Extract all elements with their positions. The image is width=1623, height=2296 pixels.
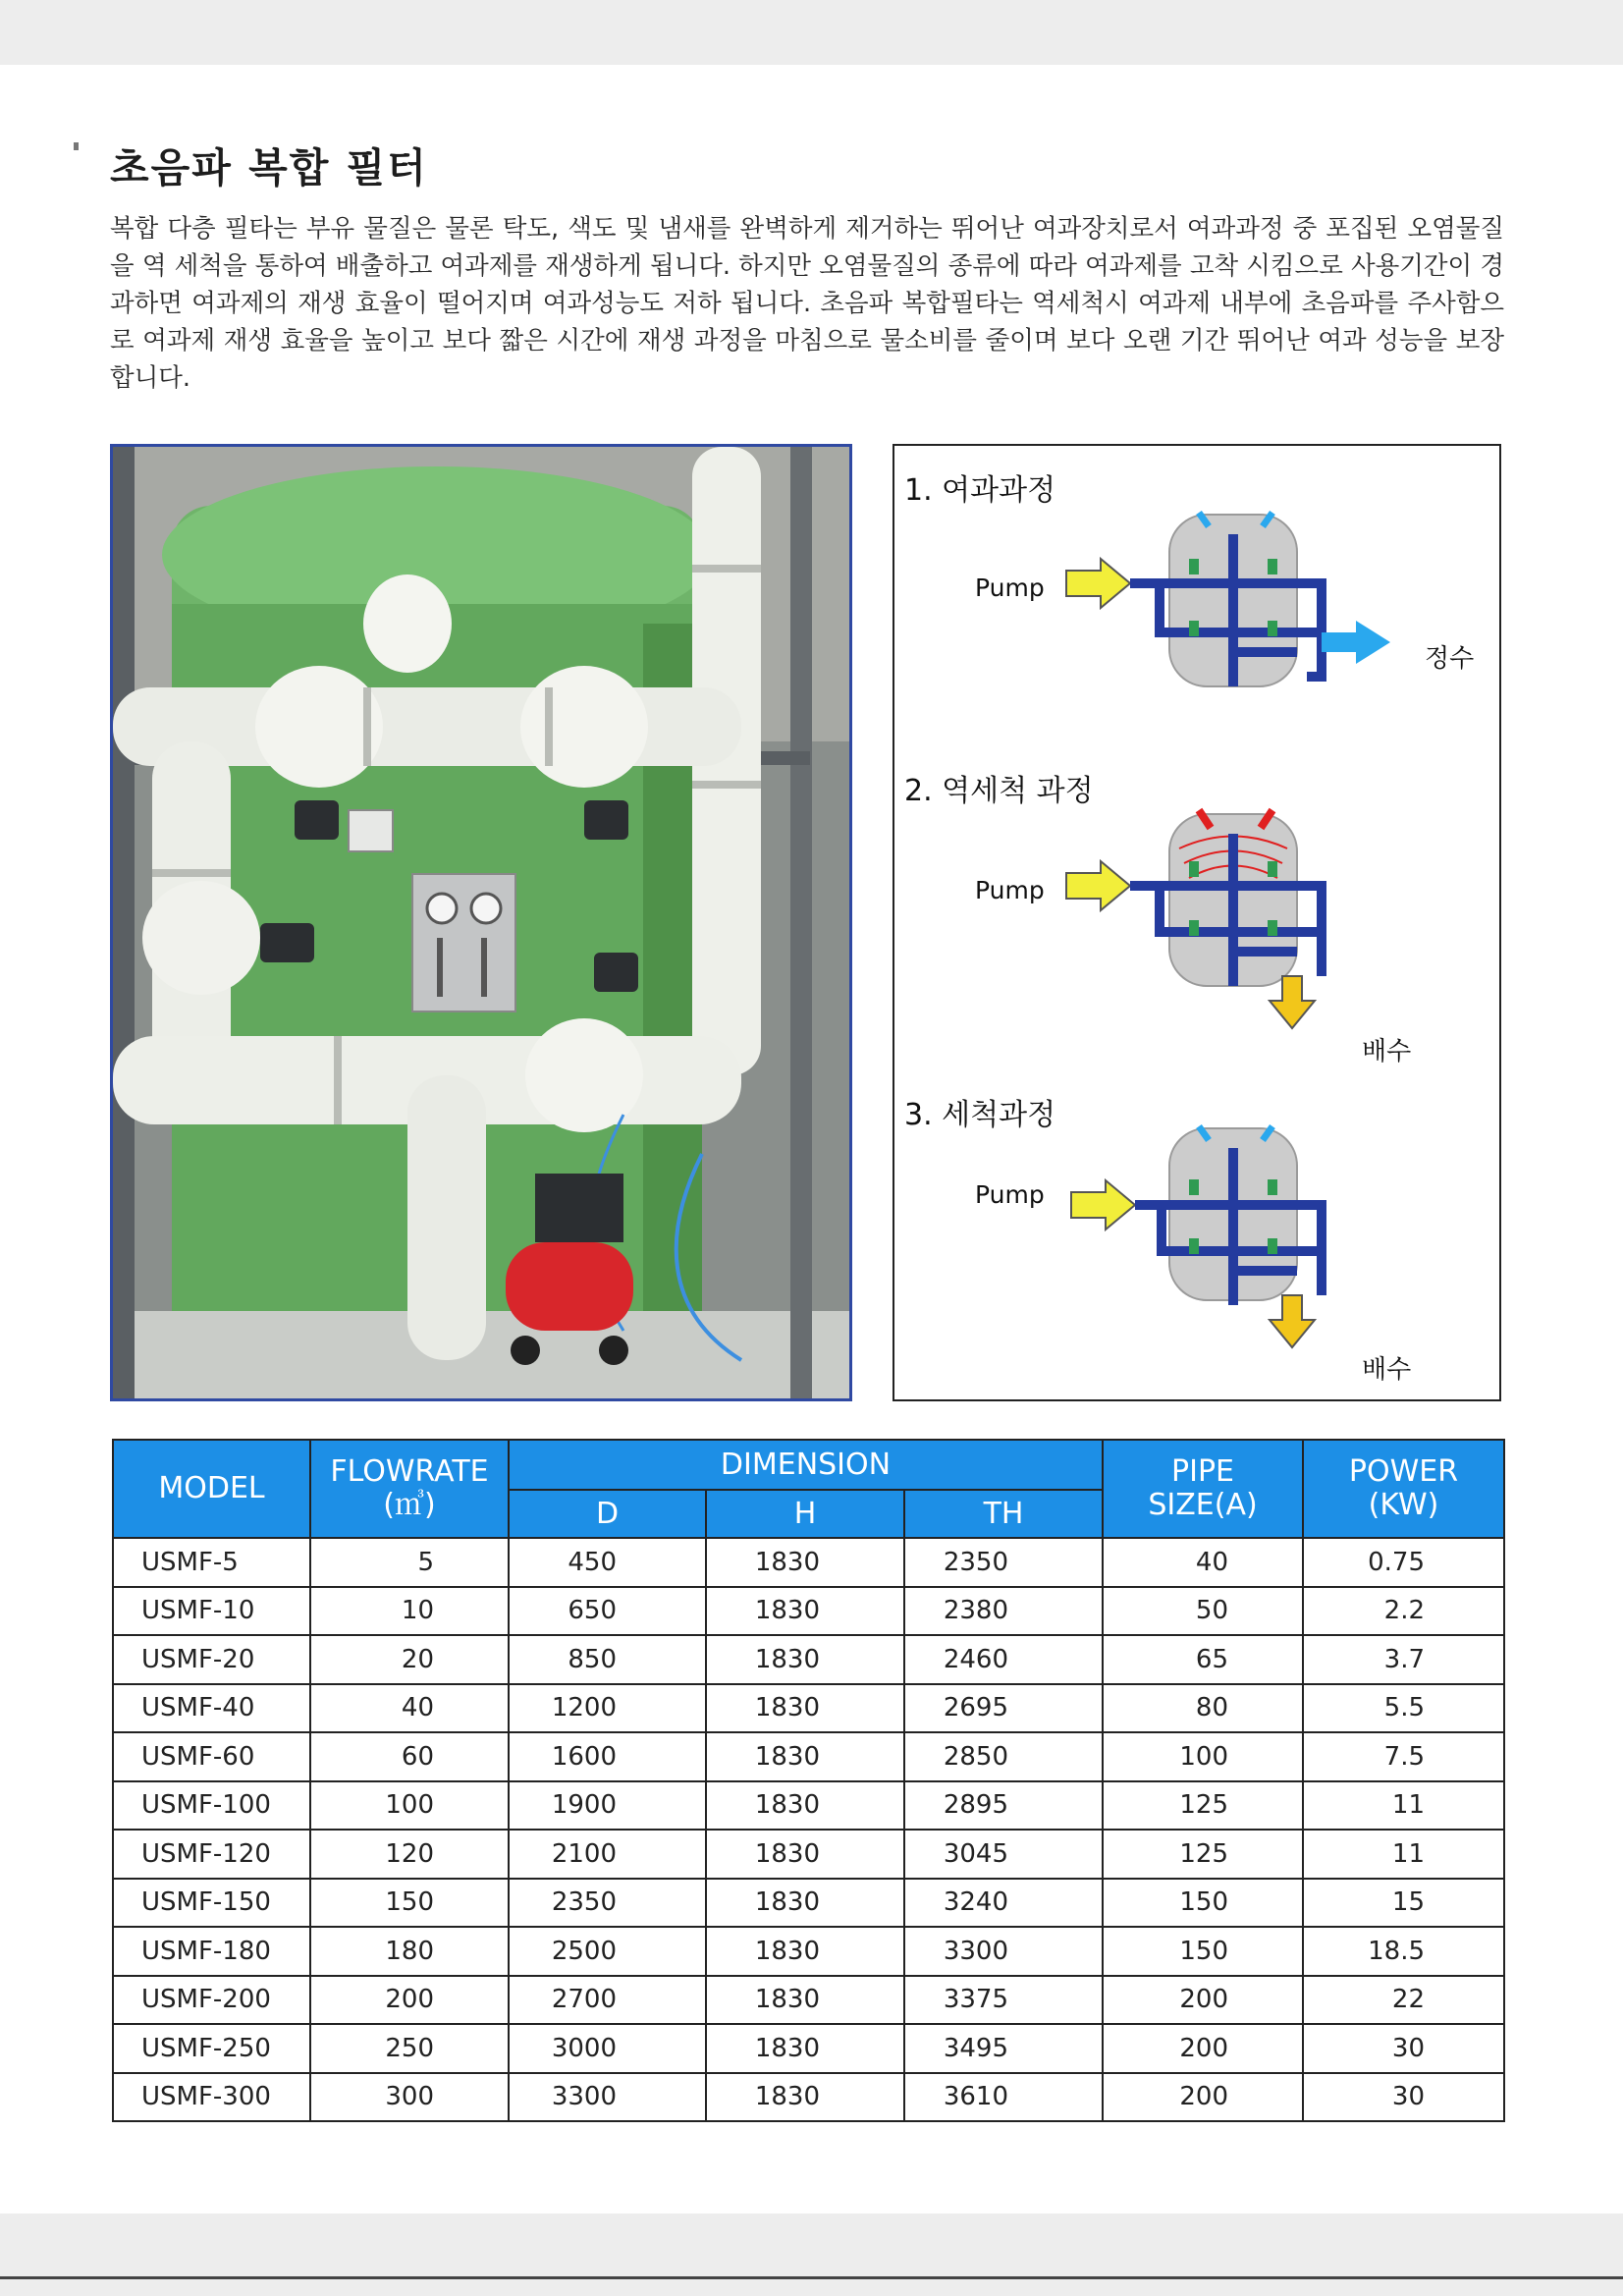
cell-d: 2350 bbox=[509, 1879, 706, 1928]
header-power-unit: (KW) bbox=[1368, 1488, 1439, 1522]
cell-h: 1830 bbox=[706, 1538, 904, 1587]
filter-installation-photo bbox=[110, 444, 852, 1401]
cell-d: 1200 bbox=[509, 1684, 706, 1733]
cell-power: 11 bbox=[1303, 1830, 1504, 1879]
cell-pipe: 125 bbox=[1103, 1781, 1303, 1831]
header-model: MODEL bbox=[113, 1440, 310, 1538]
cell-th: 2695 bbox=[904, 1684, 1103, 1733]
cell-th: 3045 bbox=[904, 1830, 1103, 1879]
header-pipe-unit: SIZE(A) bbox=[1148, 1488, 1258, 1522]
cell-d: 2700 bbox=[509, 1976, 706, 2025]
table-row bbox=[113, 2073, 1504, 2122]
cell-power: 30 bbox=[1303, 2024, 1504, 2073]
cell-flowrate: 150 bbox=[310, 1879, 509, 1928]
cell-d: 3000 bbox=[509, 2024, 706, 2073]
top-band bbox=[0, 0, 1623, 65]
header-power bbox=[1303, 1440, 1504, 1538]
cell-model: USMF-120 bbox=[113, 1830, 310, 1879]
cell-power: 2.2 bbox=[1303, 1587, 1504, 1636]
table-row bbox=[113, 1635, 1504, 1684]
bottom-band bbox=[0, 2214, 1623, 2296]
stage-title-rinse: 3. 세척과정 bbox=[904, 1098, 1056, 1132]
cell-d: 2500 bbox=[509, 1927, 706, 1976]
cell-pipe: 80 bbox=[1103, 1684, 1303, 1733]
stage3-schematic bbox=[1052, 1119, 1425, 1349]
cell-h: 1830 bbox=[706, 1781, 904, 1831]
cell-model: USMF-10 bbox=[113, 1587, 310, 1636]
stage1-output-label: 정수 bbox=[1425, 644, 1475, 674]
cell-pipe: 125 bbox=[1103, 1830, 1303, 1879]
cell-th: 2350 bbox=[904, 1538, 1103, 1587]
cell-pipe: 200 bbox=[1103, 2073, 1303, 2122]
cell-flowrate: 40 bbox=[310, 1684, 509, 1733]
cell-power: 5.5 bbox=[1303, 1684, 1504, 1733]
cell-flowrate: 10 bbox=[310, 1587, 509, 1636]
cell-model: USMF-100 bbox=[113, 1781, 310, 1831]
cell-model: USMF-180 bbox=[113, 1927, 310, 1976]
cell-h: 1830 bbox=[706, 1732, 904, 1781]
header-th: TH bbox=[904, 1490, 1103, 1538]
cell-model: USMF-40 bbox=[113, 1684, 310, 1733]
stage3-pump-label: Pump bbox=[975, 1180, 1045, 1209]
table-row bbox=[113, 1781, 1504, 1831]
process-diagram bbox=[893, 444, 1501, 1401]
cell-pipe: 200 bbox=[1103, 1976, 1303, 2025]
stage1-pump-label: Pump bbox=[975, 574, 1045, 602]
cell-model: USMF-300 bbox=[113, 2073, 310, 2122]
cell-h: 1830 bbox=[706, 1830, 904, 1879]
cell-flowrate: 120 bbox=[310, 1830, 509, 1879]
header-pipe-label: PIPE bbox=[1171, 1454, 1234, 1489]
cell-th: 2895 bbox=[904, 1781, 1103, 1831]
table-row bbox=[113, 1976, 1504, 2025]
cell-pipe: 150 bbox=[1103, 1927, 1303, 1976]
cell-pipe: 65 bbox=[1103, 1635, 1303, 1684]
stage-title-backwash: 2. 역세척 과정 bbox=[904, 774, 1094, 808]
stage2-pump-label: Pump bbox=[975, 876, 1045, 904]
description-paragraph: 복합 다층 필타는 부유 물질은 물론 탁도, 색도 및 냄새를 완벽하게 제거하는 뛰어난 여과장치로서 여과과정 중 포집된 오염물질을 역 세척을 통하여 배출하고 여과제를 재생하게 됩니다. 하지만 오염물질의 종류에 따라 여과제를 고착 시킴으로 사용기간이 경과하면 여과제의 재생 효율이 떨어지며 여과성능도 저하 됩니다. 초음파 복합필타는 역세척시 여과제 내부에 초음파를 주사함으로 여과제 재생 효율을 높이고 보다 짧은 시간에 재생 과정을 마침으로 물소비를 줄이며 보다 오랜 기간 뛰어난 여과 성능을 보장합니다. bbox=[110, 214, 1504, 393]
header-flowrate-label: FLOWRATE bbox=[330, 1454, 489, 1489]
cell-d: 650 bbox=[509, 1587, 706, 1636]
table-row bbox=[113, 1538, 1504, 1587]
cell-pipe: 200 bbox=[1103, 2024, 1303, 2073]
cell-power: 30 bbox=[1303, 2073, 1504, 2122]
cell-pipe: 40 bbox=[1103, 1538, 1303, 1587]
cell-d: 850 bbox=[509, 1635, 706, 1684]
cell-power: 22 bbox=[1303, 1976, 1504, 2025]
cell-flowrate: 20 bbox=[310, 1635, 509, 1684]
cell-power: 15 bbox=[1303, 1879, 1504, 1928]
cell-th: 3495 bbox=[904, 2024, 1103, 2073]
cell-flowrate: 5 bbox=[310, 1538, 509, 1587]
cell-flowrate: 250 bbox=[310, 2024, 509, 2073]
header-power-label: POWER bbox=[1348, 1454, 1459, 1489]
table-row bbox=[113, 1927, 1504, 1976]
stage1-schematic bbox=[1052, 505, 1425, 691]
stage2-output-label: 배수 bbox=[1362, 1037, 1412, 1066]
cell-model: USMF-250 bbox=[113, 2024, 310, 2073]
cell-power: 7.5 bbox=[1303, 1732, 1504, 1781]
cell-model: USMF-200 bbox=[113, 1976, 310, 2025]
cell-d: 450 bbox=[509, 1538, 706, 1587]
cell-pipe: 100 bbox=[1103, 1732, 1303, 1781]
stage-title-filtration: 1. 여과과정 bbox=[904, 473, 1056, 508]
cell-th: 2850 bbox=[904, 1732, 1103, 1781]
cell-flowrate: 100 bbox=[310, 1781, 509, 1831]
cell-flowrate: 300 bbox=[310, 2073, 509, 2122]
cell-h: 1830 bbox=[706, 2024, 904, 2073]
cell-h: 1830 bbox=[706, 1684, 904, 1733]
cell-th: 3300 bbox=[904, 1927, 1103, 1976]
page-title: 초음파 복합 필터 bbox=[110, 144, 428, 191]
table-row bbox=[113, 1879, 1504, 1928]
cell-flowrate: 200 bbox=[310, 1976, 509, 2025]
title-tick bbox=[74, 142, 79, 150]
cell-model: USMF-150 bbox=[113, 1879, 310, 1928]
stage2-schematic bbox=[1052, 804, 1425, 1030]
cell-power: 3.7 bbox=[1303, 1635, 1504, 1684]
cell-h: 1830 bbox=[706, 1927, 904, 1976]
filter-photo-illustration bbox=[113, 447, 849, 1398]
table-row bbox=[113, 2024, 1504, 2073]
stage3-output-label: 배수 bbox=[1362, 1355, 1412, 1385]
cell-th: 3375 bbox=[904, 1976, 1103, 2025]
cell-h: 1830 bbox=[706, 1879, 904, 1928]
table-row bbox=[113, 1732, 1504, 1781]
cell-power: 11 bbox=[1303, 1781, 1504, 1831]
cell-power: 18.5 bbox=[1303, 1927, 1504, 1976]
cell-h: 1830 bbox=[706, 2073, 904, 2122]
table-row bbox=[113, 1830, 1504, 1879]
spec-table bbox=[112, 1439, 1505, 2122]
cell-flowrate: 180 bbox=[310, 1927, 509, 1976]
cell-power: 0.75 bbox=[1303, 1538, 1504, 1587]
header-flowrate bbox=[310, 1440, 509, 1538]
cell-pipe: 50 bbox=[1103, 1587, 1303, 1636]
cell-th: 2460 bbox=[904, 1635, 1103, 1684]
cell-h: 1830 bbox=[706, 1587, 904, 1636]
header-dimension: DIMENSION bbox=[509, 1440, 1103, 1490]
cell-flowrate: 60 bbox=[310, 1732, 509, 1781]
cell-h: 1830 bbox=[706, 1635, 904, 1684]
cell-model: USMF-60 bbox=[113, 1732, 310, 1781]
cell-h: 1830 bbox=[706, 1976, 904, 2025]
cell-model: USMF-5 bbox=[113, 1538, 310, 1587]
cell-d: 1900 bbox=[509, 1781, 706, 1831]
table-row bbox=[113, 1684, 1504, 1733]
header-pipe-size bbox=[1103, 1440, 1303, 1538]
spec-table-body bbox=[113, 1538, 1504, 2121]
bottom-rule bbox=[0, 2276, 1623, 2279]
cell-th: 2380 bbox=[904, 1587, 1103, 1636]
cell-model: USMF-20 bbox=[113, 1635, 310, 1684]
header-d: D bbox=[509, 1490, 706, 1538]
table-row bbox=[113, 1587, 1504, 1636]
cell-d: 1600 bbox=[509, 1732, 706, 1781]
cell-d: 2100 bbox=[509, 1830, 706, 1879]
header-flowrate-unit: (㎥) bbox=[383, 1488, 436, 1522]
header-h: H bbox=[706, 1490, 904, 1538]
cell-pipe: 150 bbox=[1103, 1879, 1303, 1928]
cell-th: 3610 bbox=[904, 2073, 1103, 2122]
cell-th: 3240 bbox=[904, 1879, 1103, 1928]
cell-d: 3300 bbox=[509, 2073, 706, 2122]
